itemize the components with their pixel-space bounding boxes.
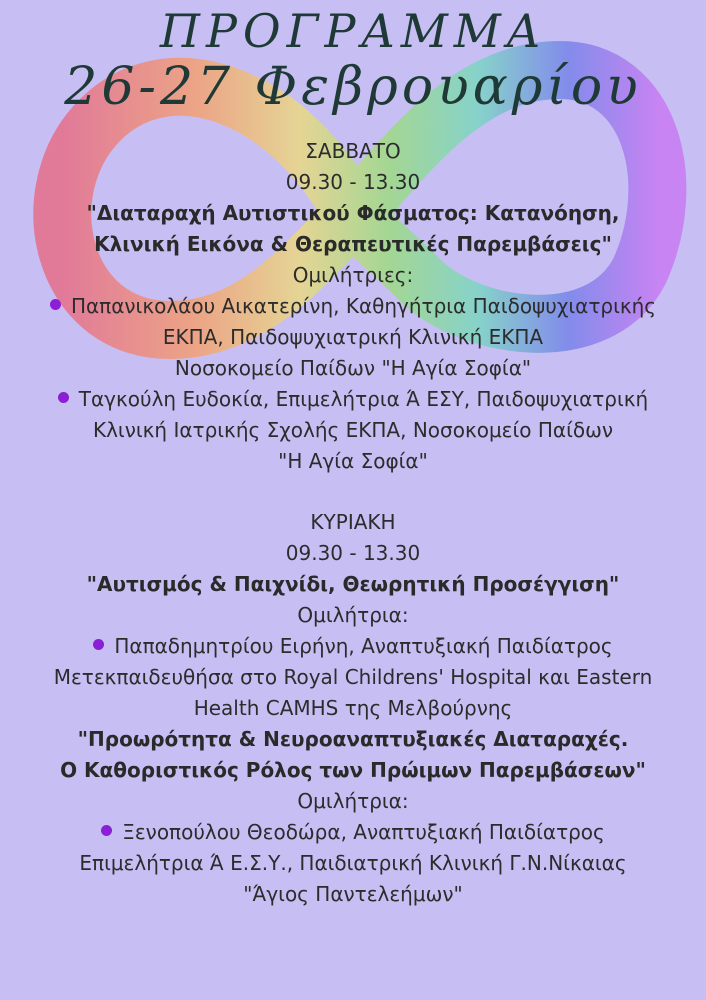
day2-talk2-speaker-line2: Επιμελήτρια Ά Ε.Σ.Υ., Παιδιατρική Κλινική Γ.Ν.Νίκαιας [79, 851, 627, 875]
day2-time: 09.30 - 13.30 [285, 541, 421, 565]
day1-section [0, 136, 706, 477]
day1-speaker2-line2: Κλινική Ιατρικής Σχολής ΕΚΠΑ, Νοσοκομείο Παίδων [92, 418, 614, 442]
day1-speaker2-line1: Ταγκούλη Ευδοκία, Επιμελήτρια Ά ΕΣΥ, Παιδοψυχιατρική [0, 384, 706, 415]
day2-talk2-speaker-line3: "Άγιος Παντελεήμων" [243, 882, 463, 906]
day2-talk2-title-line2: Ο Καθοριστικός Ρόλος των Πρώιμων Παρεμβάσεων" [60, 758, 646, 782]
bullet-dot-icon [50, 299, 61, 310]
bullet-dot-icon [93, 639, 104, 650]
day2-talk1-title: "Αυτισμός & Παιχνίδι, Θεωρητική Προσέγγιση" [86, 572, 620, 596]
day2-talk1-speaker-line2: Μετεκπαιδευθήσα στο Royal Childrens' Hospital και Eastern [53, 665, 653, 689]
bullet-dot-icon [101, 825, 112, 836]
day1-talk-title-line2: Κλινική Εικόνα & Θεραπευτικές Παρεμβάσεις" [94, 232, 612, 256]
day1-label: ΣΑΒΒΑΤΟ [305, 139, 401, 163]
page-title: ΠΡΟΓΡΑΜΜΑ [159, 4, 547, 58]
day1-time: 09.30 - 13.30 [285, 170, 421, 194]
day1-speaker2-line3: "Η Αγία Σοφία" [278, 449, 428, 473]
day2-talk2-speaker-line1: Ξενοπούλου Θεοδώρα, Αναπτυξιακή Παιδίατρος [0, 817, 706, 848]
page-subtitle-date: 26-27 Φεβρουαρίου [64, 57, 642, 117]
day2-talk1-speaker-label: Ομιλήτρια: [297, 603, 409, 627]
day1-speaker1-line3: Νοσοκομείο Παίδων "Η Αγία Σοφία" [174, 356, 532, 380]
day2-talk2-speaker-label: Ομιλήτρια: [297, 789, 409, 813]
day2-talk1-speaker-line3: Health CAMHS της Μελβούρνης [193, 696, 513, 720]
day1-speaker1-line1: Παπανικολάου Αικατερίνη, Καθηγήτρια Παιδοψυχιατρικής [0, 291, 706, 322]
day1-talk-title-line1: "Διαταραχή Αυτιστικού Φάσματος: Κατανόηση, [86, 201, 620, 225]
day2-talk2-title-line1: "Προωρότητα & Νευροαναπτυξιακές Διαταραχές. [77, 727, 629, 751]
day2-label: ΚΥΡΙΑΚΗ [310, 510, 396, 534]
day1-speakers-label: Ομιλήτριες: [292, 263, 414, 287]
bullet-dot-icon [58, 392, 69, 403]
day2-talk1-speaker-line1: Παπαδημητρίου Ειρήνη, Αναπτυξιακή Παιδίατρος [0, 631, 706, 662]
day1-speaker1-line2: ΕΚΠΑ, Παιδοψυχιατρική Κλινική ΕΚΠΑ [162, 325, 544, 349]
day2-section [0, 507, 706, 910]
